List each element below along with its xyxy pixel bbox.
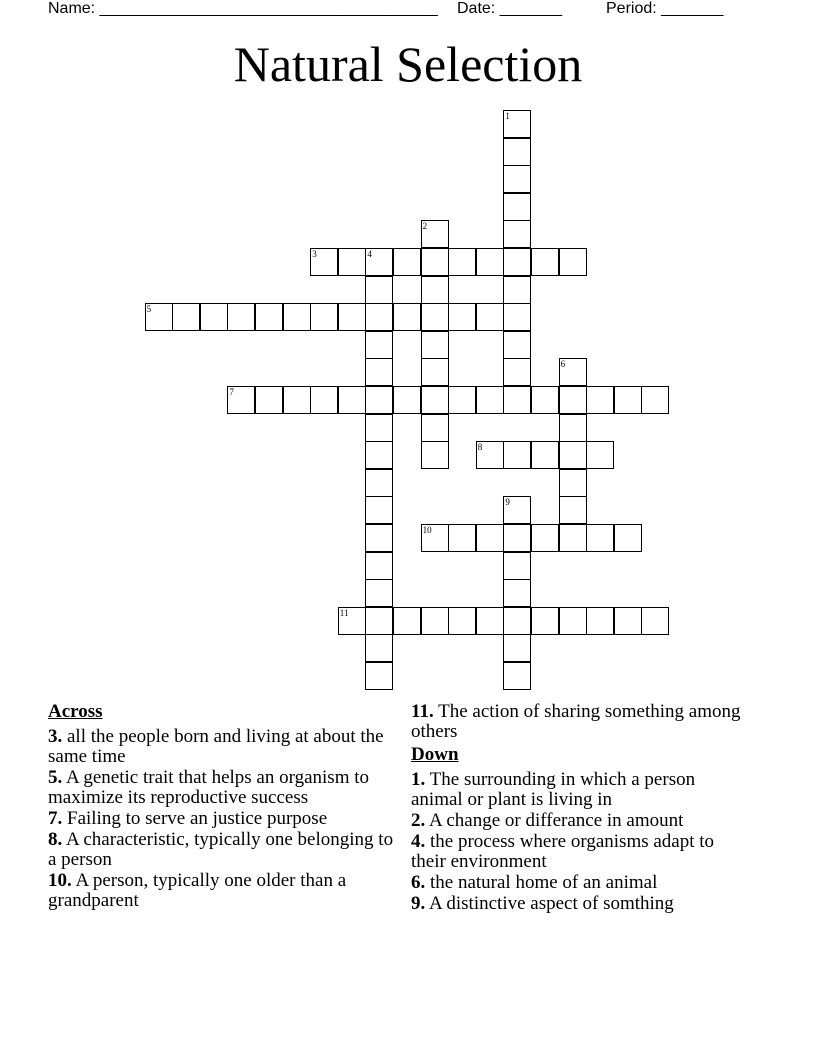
- clue-number: 4: [367, 249, 372, 259]
- crossword-cell[interactable]: [586, 386, 614, 414]
- clue-down-9: 9. A distinctive aspect of somthing: [411, 893, 674, 914]
- crossword-cell[interactable]: [559, 441, 587, 469]
- crossword-cell[interactable]: [614, 607, 642, 635]
- period-field[interactable]: Period: _______: [606, 0, 724, 17]
- crossword-cell[interactable]: [365, 662, 393, 690]
- crossword-cell[interactable]: [586, 607, 614, 635]
- crossword-cell[interactable]: [365, 276, 393, 304]
- crossword-cell[interactable]: [448, 248, 476, 276]
- crossword-cell[interactable]: [421, 607, 449, 635]
- crossword-cell[interactable]: [338, 248, 366, 276]
- crossword-cell[interactable]: [559, 248, 587, 276]
- crossword-cell[interactable]: [365, 524, 393, 552]
- crossword-cell[interactable]: [476, 303, 504, 331]
- crossword-cell[interactable]: [365, 579, 393, 607]
- crossword-cell[interactable]: [365, 358, 393, 386]
- clue-number: 3: [312, 249, 317, 259]
- across-clues: [48, 702, 398, 912]
- clue-number: 11: [339, 607, 349, 618]
- crossword-cell[interactable]: [614, 386, 642, 414]
- crossword-cell[interactable]: [393, 607, 421, 635]
- continued-clues: [411, 702, 751, 915]
- crossword-cell[interactable]: [503, 607, 531, 635]
- crossword-cell[interactable]: [421, 414, 449, 442]
- clue-across-11: 11. The action of sharing something among others: [411, 701, 741, 742]
- crossword-cell[interactable]: [448, 303, 476, 331]
- crossword-cell[interactable]: [531, 524, 559, 552]
- page-title: Natural Selection: [233, 36, 583, 92]
- crossword-cell[interactable]: [145, 303, 173, 331]
- crossword-cell[interactable]: [586, 524, 614, 552]
- crossword-cell[interactable]: [310, 303, 338, 331]
- crossword-cell[interactable]: [172, 303, 200, 331]
- crossword-cell[interactable]: [365, 634, 393, 662]
- crossword-cell[interactable]: [283, 386, 311, 414]
- date-field[interactable]: Date: _______: [457, 0, 562, 17]
- crossword-cell[interactable]: [365, 496, 393, 524]
- crossword-cell[interactable]: [503, 662, 531, 690]
- crossword-cell[interactable]: [338, 303, 366, 331]
- crossword-cell[interactable]: [448, 386, 476, 414]
- clue-number: 5: [146, 304, 152, 315]
- crossword-cell[interactable]: [503, 110, 531, 138]
- clue-down-4: 4. the process where organisms adapt to their environment: [411, 831, 715, 872]
- crossword-cell[interactable]: [393, 248, 421, 276]
- crossword-cell[interactable]: [365, 414, 393, 442]
- crossword-cell[interactable]: [614, 524, 642, 552]
- clue-across-3: 3. all the people born and living at about the same time: [48, 726, 384, 767]
- clue-number: 10: [422, 525, 432, 535]
- clue-number: 6: [560, 359, 566, 370]
- crossword-cell[interactable]: [227, 303, 255, 331]
- clue-number: 2: [422, 221, 428, 232]
- crossword-cell[interactable]: [559, 469, 587, 497]
- clue-across-7: 7. Failing to serve an justice purpose: [48, 808, 328, 829]
- crossword-cell[interactable]: [365, 303, 393, 331]
- crossword-cell[interactable]: [255, 386, 283, 414]
- clue-across-10: 10. A person, typically one older than a grandparent: [48, 870, 347, 911]
- crossword-cell[interactable]: [476, 607, 504, 635]
- crossword-cell[interactable]: [421, 441, 449, 469]
- clue-number: 9: [505, 497, 510, 508]
- crossword-cell[interactable]: [503, 331, 531, 359]
- crossword-cell[interactable]: [503, 358, 531, 386]
- crossword-cell[interactable]: [365, 331, 393, 359]
- name-field[interactable]: Name: ______________________________________: [48, 0, 438, 17]
- crossword-cell[interactable]: [586, 441, 614, 469]
- clue-across-8: 8. A characteristic, typically one belonging to a person: [48, 829, 394, 870]
- crossword-cell[interactable]: [503, 634, 531, 662]
- crossword-cell[interactable]: [531, 386, 559, 414]
- crossword-cell[interactable]: [503, 165, 531, 193]
- crossword-cell[interactable]: [365, 441, 393, 469]
- crossword-cell[interactable]: [255, 303, 283, 331]
- crossword-cell[interactable]: [559, 496, 587, 524]
- crossword-cell[interactable]: [310, 248, 338, 276]
- clue-number: 7: [229, 387, 234, 397]
- crossword-cell[interactable]: [448, 607, 476, 635]
- crossword-cell[interactable]: [503, 276, 531, 304]
- crossword-cell[interactable]: [310, 386, 338, 414]
- across-heading: Across: [48, 701, 103, 722]
- crossword-cell[interactable]: [393, 386, 421, 414]
- crossword-cell[interactable]: [503, 248, 531, 276]
- crossword-cell[interactable]: [641, 386, 669, 414]
- crossword-cell[interactable]: [365, 552, 393, 580]
- crossword-cell[interactable]: [365, 469, 393, 497]
- crossword-cell[interactable]: [448, 524, 476, 552]
- crossword-cell[interactable]: [200, 303, 228, 331]
- crossword-cell[interactable]: [503, 386, 531, 414]
- crossword-cell[interactable]: [283, 303, 311, 331]
- clue-across-5: 5. A genetic trait that helps an organism to maximize its reproductive success: [48, 767, 370, 808]
- crossword-cell[interactable]: [503, 552, 531, 580]
- crossword-cell[interactable]: [641, 607, 669, 635]
- crossword-cell[interactable]: [421, 303, 449, 331]
- crossword-cell[interactable]: [421, 358, 449, 386]
- clue-down-2: 2. A change or differance in amount: [411, 810, 684, 831]
- crossword-cell[interactable]: [365, 386, 393, 414]
- crossword-cell[interactable]: [338, 386, 366, 414]
- crossword-cell[interactable]: [503, 579, 531, 607]
- crossword-cell[interactable]: [559, 607, 587, 635]
- crossword-cell[interactable]: [476, 386, 504, 414]
- clue-down-1: 1. The surrounding in which a person animal or plant is living in: [411, 769, 696, 810]
- crossword-cell[interactable]: [421, 331, 449, 359]
- crossword-cell[interactable]: [338, 607, 366, 635]
- clue-down-6: 6. the natural home of an animal: [411, 872, 658, 893]
- crossword-cell[interactable]: [559, 358, 587, 386]
- crossword-cell[interactable]: [365, 607, 393, 635]
- crossword-cell[interactable]: [531, 607, 559, 635]
- crossword-cell[interactable]: [531, 248, 559, 276]
- crossword-cell[interactable]: [421, 248, 449, 276]
- crossword-cell[interactable]: [476, 441, 504, 469]
- crossword-cell[interactable]: [421, 276, 449, 304]
- crossword-cell[interactable]: [503, 524, 531, 552]
- crossword-cell[interactable]: [503, 220, 531, 248]
- crossword-cell[interactable]: [227, 386, 255, 414]
- clue-number: 1: [505, 111, 510, 121]
- down-heading: Down: [411, 744, 459, 765]
- crossword-cell[interactable]: [365, 248, 393, 276]
- crossword-cell[interactable]: [503, 303, 531, 331]
- crossword-cell[interactable]: [393, 303, 421, 331]
- crossword-cell[interactable]: [559, 386, 587, 414]
- crossword-cell[interactable]: [503, 138, 531, 166]
- crossword-cell[interactable]: [421, 524, 449, 552]
- crossword-cell[interactable]: [503, 496, 531, 524]
- clue-number: 8: [477, 442, 483, 453]
- crossword-cell[interactable]: [503, 193, 531, 221]
- crossword-cell[interactable]: [421, 386, 449, 414]
- crossword-cell[interactable]: [503, 441, 531, 469]
- crossword-cell[interactable]: [476, 524, 504, 552]
- crossword-cell[interactable]: [531, 441, 559, 469]
- crossword-cell[interactable]: [559, 524, 587, 552]
- crossword-cell[interactable]: [559, 414, 587, 442]
- crossword-cell[interactable]: [476, 248, 504, 276]
- crossword-cell[interactable]: [421, 220, 449, 248]
